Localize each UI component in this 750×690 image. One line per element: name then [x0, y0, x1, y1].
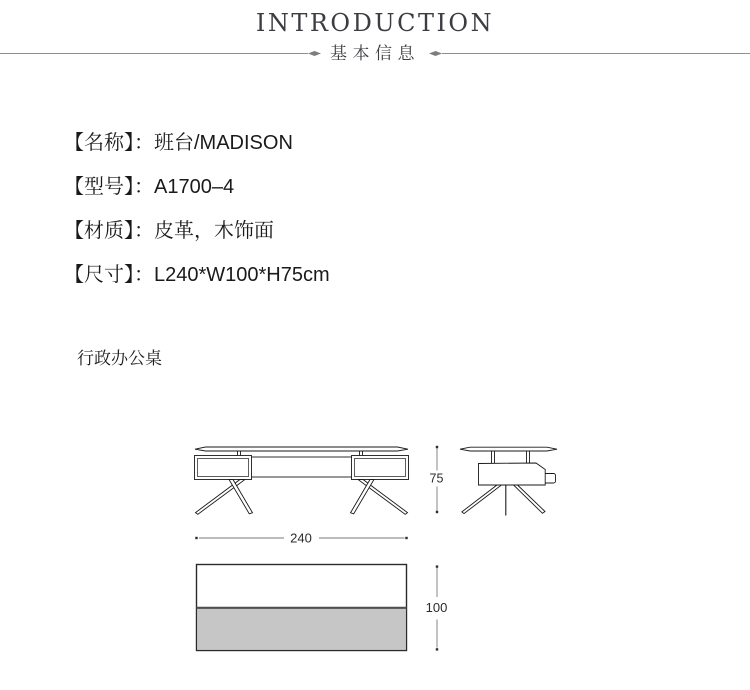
front-leg — [196, 480, 246, 515]
front-right-drawer — [352, 456, 409, 480]
spec-row-material — [64, 218, 330, 245]
front-top-supports — [238, 451, 363, 456]
front-leg — [229, 480, 253, 514]
spec-label: 【名称】： — [64, 132, 154, 154]
side-leg — [514, 485, 546, 513]
height-dimension-label: 75 — [429, 471, 444, 486]
side-leg — [462, 485, 502, 514]
length-dimension-label: 240 — [290, 530, 312, 546]
page-title: INTRODUCTION — [255, 9, 495, 37]
section-header — [0, 44, 750, 63]
depth-dimension-label: 100 — [425, 600, 448, 615]
spec-value: 皮革，木饰面 — [154, 220, 274, 242]
spec-list — [64, 130, 330, 306]
spec-value: A1700–4 — [154, 176, 235, 198]
spec-label: 【材质】： — [64, 220, 154, 242]
spec-row-model — [64, 174, 330, 201]
top-view-drawing — [197, 565, 407, 651]
section-subtitle: 基本信息 — [330, 44, 420, 63]
technical-drawing — [0, 425, 750, 670]
diamond-icon — [308, 51, 321, 56]
side-view-drawing — [460, 447, 557, 515]
front-left-drawer — [195, 456, 252, 480]
spec-label: 【型号】： — [64, 176, 154, 198]
length-dimension — [195, 531, 407, 546]
top-view-shaded-area — [197, 609, 405, 650]
side-top-supports — [492, 451, 530, 463]
spec-value: L240*W100*H75cm — [154, 264, 330, 286]
front-leg — [358, 480, 408, 515]
spec-value: 班台/MADISON — [154, 132, 293, 154]
spec-row-size — [64, 262, 330, 289]
front-leg — [351, 480, 375, 514]
diamond-icon — [429, 51, 442, 56]
divider-line-left — [0, 53, 308, 54]
divider-line-right — [442, 53, 750, 54]
product-description: 行政办公桌 — [77, 349, 162, 368]
spec-label: 【尺寸】： — [64, 264, 154, 286]
front-tabletop — [195, 447, 408, 451]
depth-dimension — [426, 565, 448, 650]
spec-row-name — [64, 130, 330, 157]
side-body — [479, 463, 546, 485]
height-dimension — [430, 446, 444, 513]
front-view-drawing — [195, 447, 409, 514]
side-tabletop — [460, 447, 557, 451]
